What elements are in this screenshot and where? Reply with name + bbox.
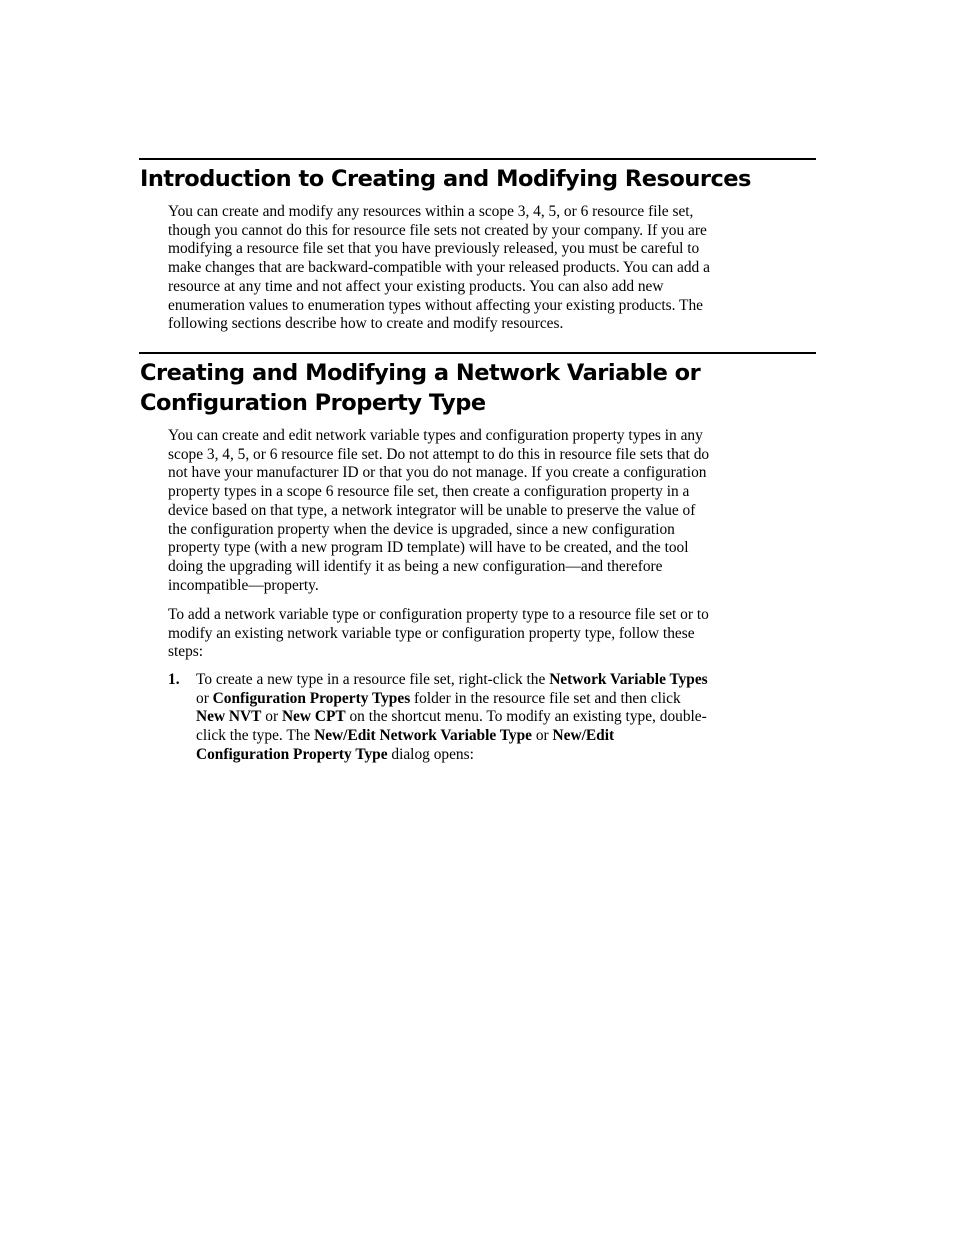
bold-term: New CPT [281,708,346,726]
bold-term: New/Edit Network Variable Type [314,727,533,745]
step-text [196,671,818,765]
bold-term: Configuration Property Types [212,689,411,707]
section-heading [140,164,816,194]
step-text-run: dialog opens: [387,745,474,763]
step-text-run: on the shortcut menu. To modify an existing type, double- [345,708,707,726]
paragraph-line: incompatible—property. [168,576,319,594]
paragraph-line: property type (with a new program ID template) will have to be created, and the tool [168,539,689,557]
step-text-run: or [261,708,282,726]
section-paragraph [168,427,818,595]
step-line [196,690,818,709]
heading-line: Creating and Modifying a Network Variable or [140,360,701,386]
paragraph-line: device based on that type, a network integrator will be unable to preserve the value of [168,501,696,519]
section-heading [140,358,816,418]
section-rule [139,352,816,354]
paragraph-line: steps: [168,643,204,661]
paragraph-line: resource at any time and not affect your existing products. You can also add new [168,277,664,295]
section-paragraph [168,203,818,334]
step-text-run: or [196,689,213,707]
bold-term: Configuration Property Type [196,745,388,763]
step-text-run: folder in the resource file set and then click [410,689,681,707]
paragraph-line: doing the upgrading will identify it as being a new configuration—and therefore [168,557,663,575]
paragraph-line: To add a network variable type or configuration property type to a resource file set or to [168,606,709,623]
paragraph-line: make changes that are backward-compatible with your released products. You can add a [168,259,710,277]
paragraph-line: You can create and edit network variable types and configuration property types in any [168,427,703,444]
paragraph-line: not have your manufacturer ID or that you do not manage. If you create a configuration [168,464,707,482]
bold-term: New NVT [196,708,262,726]
paragraph-line: the configuration property when the device is upgraded, since a new configuration [168,520,675,538]
paragraph-line: following sections describe how to create and modify resources. [168,315,564,333]
step-line [196,727,818,746]
section-paragraph [168,606,818,662]
section-rule [139,158,816,160]
paragraph-line: property types in a scope 6 resource file set, then create a configuration property in a [168,483,690,501]
heading-line: Introduction to Creating and Modifying Resources [140,166,751,192]
step-text-run: To create a new type in a resource file set, right-click the [196,671,550,688]
step-line [196,708,818,727]
step-text-run: click the type. The [196,727,315,745]
step-line [196,746,818,765]
paragraph-line: though you cannot do this for resource file sets not created by your company. If you are [168,221,707,239]
paragraph-line: enumeration values to enumeration types without affecting your existing products. The [168,296,703,314]
bold-term: New/Edit [552,727,615,745]
step-line [196,671,818,690]
paragraph-line: modify an existing network variable type or configuration property type, follow these [168,624,695,642]
step-number: 1. [168,671,180,688]
paragraph-line: modifying a resource file set that you have previously released, you must be careful to [168,240,700,258]
paragraph-line: You can create and modify any resources within a scope 3, 4, 5, or 6 resource file set, [168,203,694,220]
heading-line: Configuration Property Type [140,390,486,416]
bold-term: Network Variable Types [549,671,708,688]
step-text-run: or [532,727,553,745]
paragraph-line: scope 3, 4, 5, or 6 resource file set. Do not attempt to do this in resource file sets that do [168,445,710,463]
